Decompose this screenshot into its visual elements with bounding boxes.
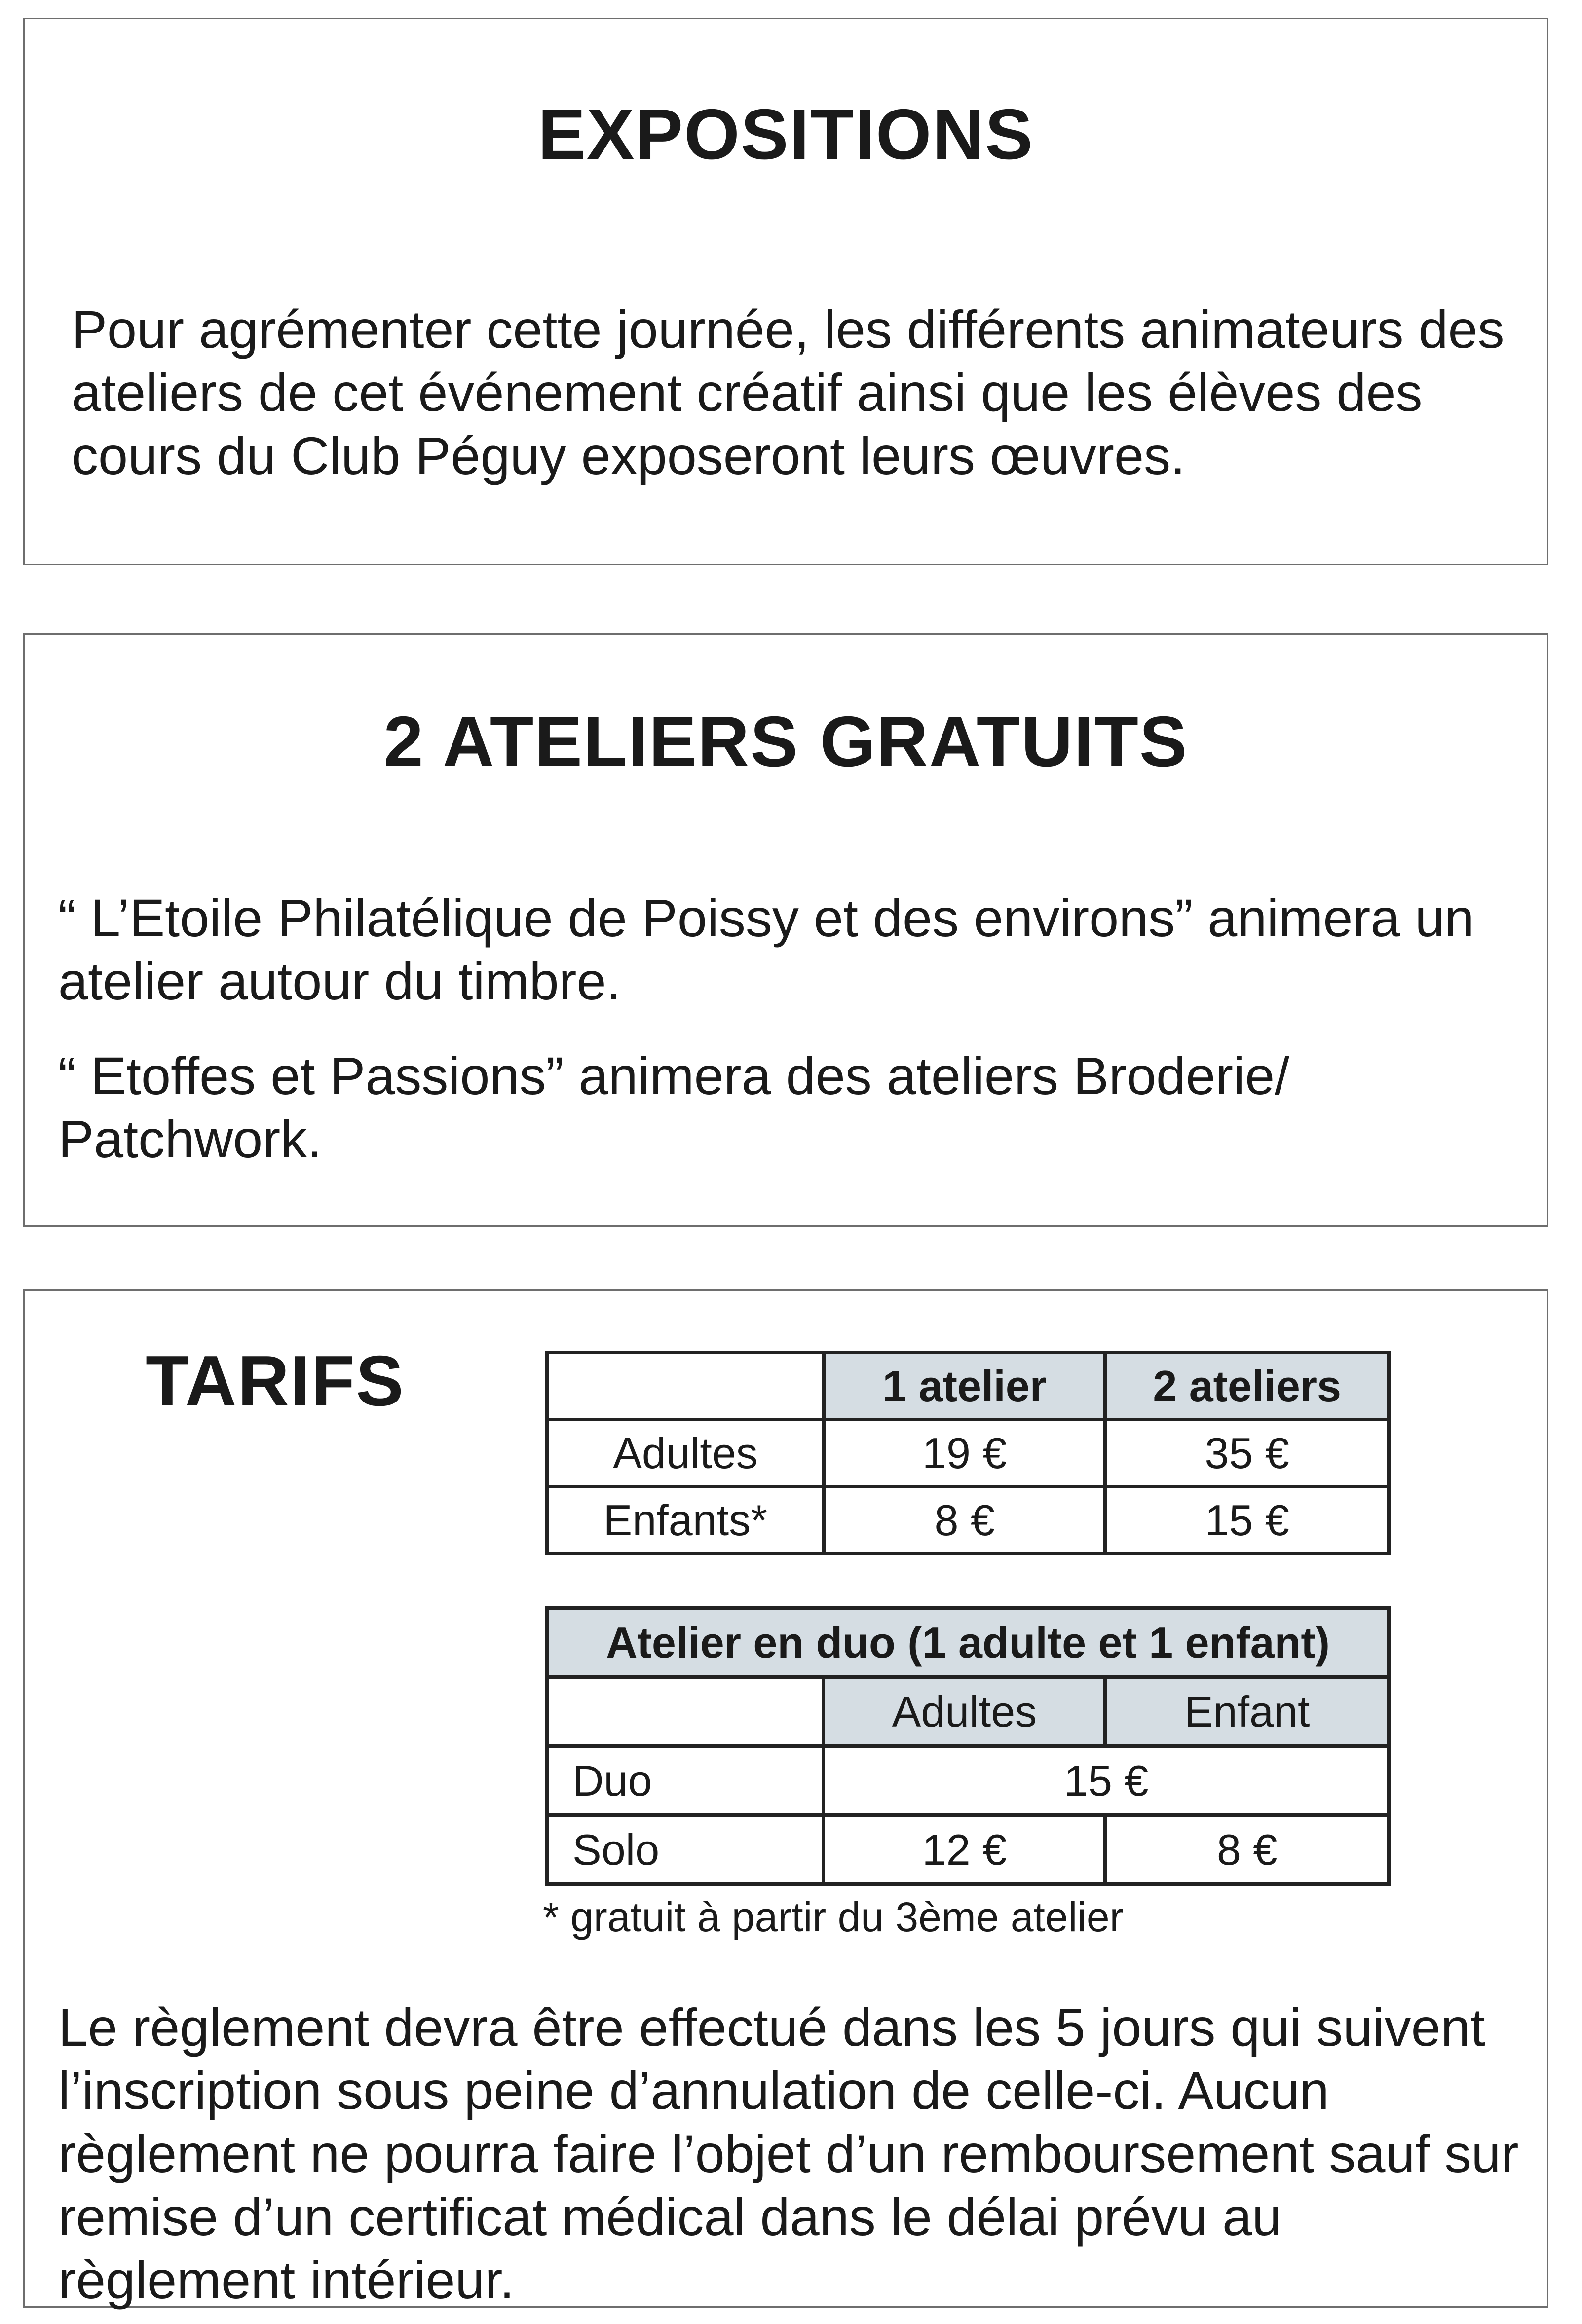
ateliers-paragraph-philatelie: “ L’Etoile Philatélique de Poissy et des environs” animera un atelier autour du timbre. <box>58 888 1474 1011</box>
expositions-panel <box>23 18 1548 565</box>
reglement-text: Le règlement devra être effectué dans les 5 jours qui suivent l’inscription sous peine d’annulation de celle-ci. Aucun règlement ne pourra faire l’objet d’un remboursement sauf sur remise d’un certificat médical dans le délai prévu au règlement intérieur. <box>58 1997 1519 2310</box>
ateliers-panel <box>23 633 1548 1227</box>
table-row <box>547 1487 1389 1554</box>
table-row <box>547 1815 1389 1884</box>
table-header-cell: 1 atelier <box>824 1353 1105 1420</box>
table-header-cell: Enfant <box>1105 1677 1389 1746</box>
table-header-cell: 2 ateliers <box>1105 1353 1389 1420</box>
table-cell: 35 € <box>1105 1420 1389 1487</box>
table-header-row <box>547 1677 1389 1746</box>
table-header-row <box>547 1353 1389 1420</box>
tarifs-footnote: * gratuit à partir du 3ème atelier <box>543 1894 1124 1940</box>
table-header-cell <box>547 1677 824 1746</box>
ateliers-paragraph-etoffes: “ Etoffes et Passions” animera des ateliers Broderie/ Patchwork. <box>58 1046 1290 1169</box>
table-header-cell <box>547 1353 824 1420</box>
table-cell: 12 € <box>824 1815 1105 1884</box>
table-cell: 8 € <box>824 1487 1105 1554</box>
table-cell: 15 € <box>824 1746 1389 1815</box>
table-cell: Adultes <box>547 1420 824 1487</box>
duo-table-title: Atelier en duo (1 adulte et 1 enfant) <box>547 1608 1389 1677</box>
expositions-title: EXPOSITIONS <box>538 94 1034 174</box>
table-row <box>547 1746 1389 1815</box>
table-cell: 8 € <box>1105 1815 1389 1884</box>
table-row <box>547 1420 1389 1487</box>
table-cell: 15 € <box>1105 1487 1389 1554</box>
expositions-text: Pour agrémenter cette journée, les différents animateurs des ateliers de cet événement créatif ainsi que les élèves des cours du Club Péguy exposeront leurs œuvres. <box>72 299 1505 485</box>
ateliers-title: 2 ATELIERS GRATUITS <box>383 701 1188 781</box>
table-header-cell: Adultes <box>824 1677 1105 1746</box>
table-cell: 19 € <box>824 1420 1105 1487</box>
table-cell: Solo <box>547 1815 824 1884</box>
tarifs-panel <box>23 1289 1548 2308</box>
tarifs-title: TARIFS <box>146 1341 405 1421</box>
table-cell: Duo <box>547 1746 824 1815</box>
table-cell: Enfants* <box>547 1487 824 1554</box>
prices-table <box>545 1351 1391 1555</box>
table-title-row <box>547 1608 1389 1677</box>
duo-table <box>545 1606 1391 1886</box>
